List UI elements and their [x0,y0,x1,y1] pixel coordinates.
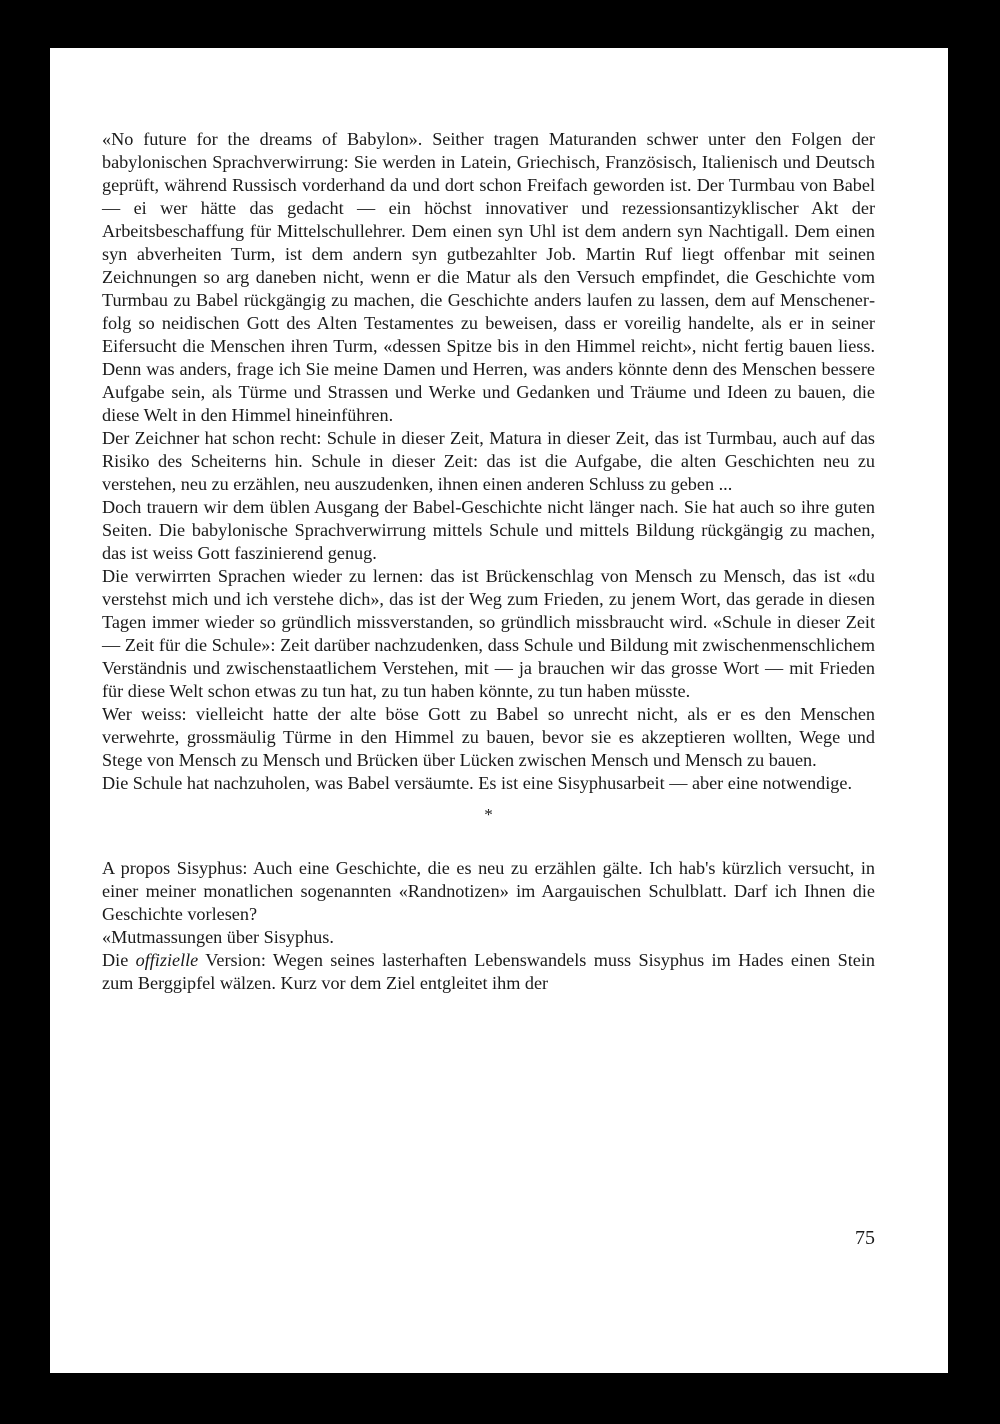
paragraph-lead: Die [102,950,136,970]
paragraph-rest: Version: Wegen seines lasterhaften Lebenswandels muss Sisyphus im Hades einen Stein zum Berggipfel wälzen. Kurz vor dem Ziel entgleitet ihm der [102,950,875,993]
italic-word: offizielle [135,950,199,970]
paragraph-zeichner: Der Zeichner hat schon recht: Schule in dieser Zeit, Matura in dieser Zeit, das ist Turmbau, auch auf das Risiko des Scheiterns hin. Schule in dieser Zeit: das ist die Aufgabe, die alten Geschichten neu zu verstehen, neu zu erzählen, neu auszudenken, ihnen einen anderen Schluss zu geben ... [102,428,875,494]
paragraph-offizielle [102,949,875,995]
paragraph-schule: Die Schule hat nachzuholen, was Babel versäumte. Es ist eine Sisyphusarbeit — aber eine notwendige. [102,773,853,793]
paragraph-babylon: «No future for the dreams of Babylon». Seither tragen Maturanden schwer unter den Folgen der babylonischen Sprachverwirrung: Sie werden in Latein, Griechisch, Französisch, Italienisch und Deutsch geprüft, während Russisch vorderhand da und dort schon Freifach geworden ist. Der Turmbau von Babel — ei wer hätte das gedacht — ein höchst innovativer und rezessionsantizyklischer Akt der Arbeitsbeschaffung für Mittelschullehrer. Dem einen syn Uhl ist dem andern syn Nachtigall. Dem einen syn abverheiten Turm, ist dem andern syn gutbezahlter Job. Martin Ruf liegt offenbar mit seinen Zeichnungen so arg daneben nicht, wenn er die Matur als den Versuch empfindet, die Geschichte vom Turmbau zu Babel rückgängig zu machen, die Geschichte anders laufen zu lassen, dem auf Menschenerfolg so neidischen Gott des Alten Testamentes zu beweisen, dass er voreilig handelte, als er in seiner Eifersucht die Menschen ihren Turm, «dessen Spitze bis in den Himmel reicht», nicht fertig bauen liess. Denn was anders, frage ich Sie meine Damen und Herren, was anders könnte denn des Menschen bessere Aufgabe sein, als Türme und Strassen und Werke und Gedanken und Träume und Ideen zu bauen, die diese Welt in den Himmel hineinführen. [102,129,875,425]
paragraph-mutmassungen: «Mutmassungen über Sisyphus. [102,927,334,947]
section-separator: * [484,805,493,824]
page-number: 75 [855,1227,875,1249]
section-spacer [102,826,875,857]
paragraph-sprachen: Die verwirrten Sprachen wieder zu lernen: das ist Brückenschlag von Mensch zu Mensch, das ist «du verstehst mich und ich verstehe dich», das ist der Weg zum Frieden, zu jenem Wort, das gerade in diesen Tagen immer wieder so gründlich missverstanden, so gründlich missbraucht wird. «Schule in dieser Zeit — Zeit für die Schule»: Zeit darüber nachzudenken, dass Schule und Bildung mit zwischenmenschlichem Verständnis und zwischenstaatlichem Verstehen, mit — ja brauchen wir das grosse Wort — mit Frieden für diese Welt schon etwas zu tun hat, zu tun haben könnte, zu tun haben müsste. [102,566,875,701]
paragraph-wer-weiss: Wer weiss: vielleicht hatte der alte böse Gott zu Babel so unrecht nicht, als er es den Menschen verwehrte, grossmäulig Türme in den Himmel zu bauen, bevor sie es akzeptieren wollten, Wege und Stege von Mensch zu Mensch und Brücken über Lücken zwischen Mensch und Mensch zu bauen. [102,704,875,770]
body-text [102,128,875,995]
document-page [50,48,948,1373]
paragraph-trauern: Doch trauern wir dem üblen Ausgang der Babel-Geschichte nicht länger nach. Sie hat auch so ihre guten Seiten. Die babylonische Sprachverwirrung mittels Schule und mittels Bildung rückgängig zu machen, das ist weiss Gott faszinierend genug. [102,497,875,563]
paragraph-sisyphus: A propos Sisyphus: Auch eine Geschichte, die es neu zu erzählen gälte. Ich hab's kürzlich versucht, in einer meiner monatlichen sogenannten «Randnotizen» im Aargauischen Schulblatt. Darf ich Ihnen die Geschichte vorlesen? [102,858,875,924]
